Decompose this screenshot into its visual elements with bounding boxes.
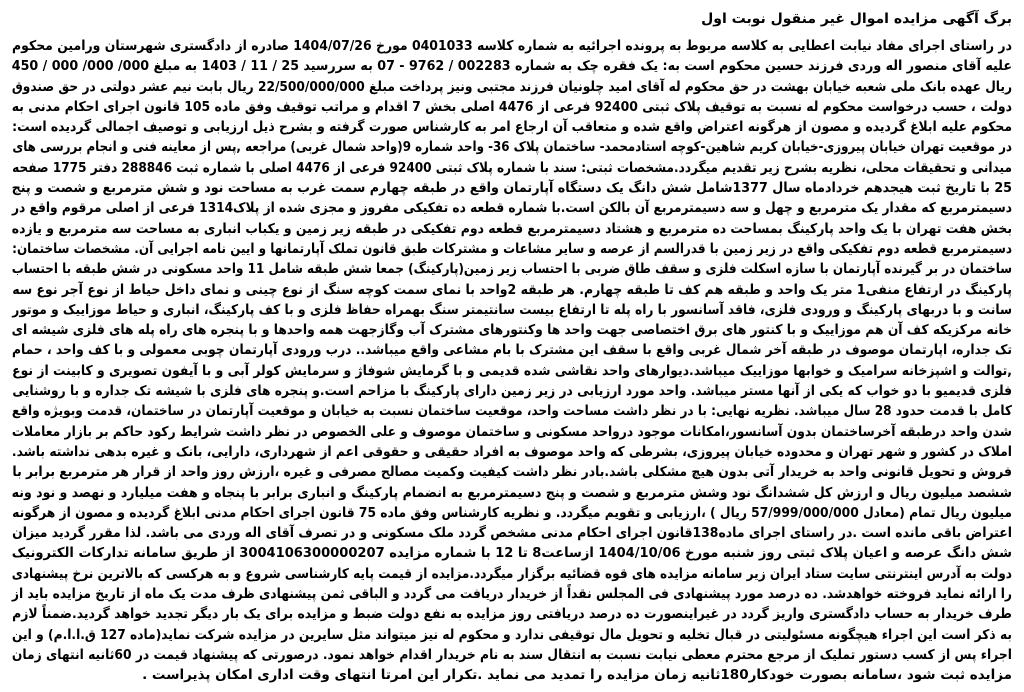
notice-line: مزایده ثبت شود ،سامانه بصورت خودکار180ثانیه زمان مزایده را تمدید می نماید .تکرار این امرتا انتهای وقت اداری امکان پذیراست . <box>142 667 1012 684</box>
notice-line: دسیمترمربع که مقدار یک مترمربع و چهل و سه دسیمترمربع آن بالکن است.با شماره قطعه ده تفکیکی مفروز و مجزی شده از پلاک1314 فرعی از اصلی مرقوم واقع در <box>12 200 1013 217</box>
notice-line: فروش و تحویل قانونی واحد به خریدار آتی بدون هیچ مشکلی باشد.بادر نظر داشت کیفیت وکمیت مصالح مصرفی و غیره ،ارزش روز واحد از قرار هر مترمربع برابر با <box>12 464 1012 481</box>
notice-line: شدن واحد درطبقه آخرساختمان بدون آسانسور،امکانات موجود درواحد مسکونی و ساختمان موصوف و علی الخصوص در نظر داشت شرایط رکود حاکم بر بازار معاملات <box>11 423 1012 440</box>
notice-line: دسیمترمربع قطعه دوم تفکیکی واقع در زیر زمین با قدرالسم از عرصه و سایر مشاعات و مشترکات طبق قانون تملک آپارتمانها و ایین نامه اجرایی آن. مشخصات ساختمان: <box>12 240 1013 257</box>
notice-line: در موقعیت تهران خیابان پیروزی-خیابان کریم شاهین-کوچه استادمحمد- ساختمان پلاک 36- واحد شماره 9(واحد شمال غربی) مراجعه ,پس از معاینه فنی و انجام بررسی های <box>12 139 1012 156</box>
notice-title: برگ آگهی مزایده اموال غیر منقول نوبت اول <box>701 11 1012 27</box>
notice-line: خانه مرکزیکه کف آن هم موزاییک و با کنتور های برق اختصاصی جهت واحد ها وکنتورهای مشترک آب وگازجهت همه واحدها و با پنجره های راه پله های فلزی شیشه ای <box>11 322 1013 339</box>
notice-line: میدانی و تحقیقات محلی، نظریه بشرح زیر تقدیم میگردد.مشخصات ثبتی: سند با شماره پلاک ثبتی 92400 فرعی از 4476 اصلی با شماره ثبت 288846 دفتر 1775 صفحه <box>12 159 1012 176</box>
notice-line: فلزی قدیمیو با دو خواب که یکی از آنها مستر میباشد. واحد مورد ارزیابی در زیر زمین دارای پارکینگ با مزاحم است.و پنجره های فلزی با شیشه تک جداره و با روشنایی <box>12 383 1012 400</box>
notice-line: میلیون ریال تمام (معادل 57/999/000/000 ریال ) ،ارزیابی و تقویم میگردد. و نظریه کارشناس وفق ماده 75 قانون اجرای احکام مدنی ابلاغ گردیده و مصون از هرگونه <box>12 504 1012 521</box>
notice-body <box>12 36 1012 686</box>
notice-line: کامل با قدمت حدود 28 سال میباشد. نظریه نهایی: با در نظر داشت مساحت واحد، موقعیت ساختمان نسبت به خیابان و موقعیت آپارتمان در ساختمان، قدمت وبویژه واقع <box>11 403 1012 420</box>
notice-line: تک جداره، اپارتمان موصوف در طبقه آخر شمال غربی واقع با سقف این مشترک با بام مشاعی واقع میباشد.. درب ورودی آپارتمان چوبی معمولی و با کف واحد ، حمام <box>12 342 1012 359</box>
notice-line: اجراء پس از کسب دستور تملیک از مرجع محترم معطی نیابت نسبت به انتقال سند به نام خریدار اقدام خواهد نمود. درصورتی که پیشنهاد قیمت در 60ثانیه انتهای زمان <box>11 646 1012 663</box>
notice-line: دولت به آدرس اینترنتی سایت ستاد ایران زیر سامانه مزایده های قوه قضائیه برگزار میگردد.مزایده از قیمت پایه کارشناسی شروع و به هرکسی که بالاترین نرخ پیشنهادی <box>11 565 1013 582</box>
notice-line: بخش هفت تهران با یک واحد پارکینگ بمساحت ده مترمربع و هشتاد دسیمترمربع قطعه دوم تفکیکی در طبقه زیر زمین و یکباب انباری به مساحت سه مترمربع و یازده <box>11 220 1012 237</box>
notice-line: محکوم علیه ابلاغ گردیده و مصون از هرگونه اعتراض واقع شده و متعاقب آن ارجاع امر به کارشناس صورت گرفته و بشرح ذیل ارزیابی و توصیف اجمالی گردیده است: <box>12 119 1012 136</box>
notice-line: سانت و با دربهای پارکینگ و ورودی فلزی، فاقد آسانسور با راه پله تا ارتفاع بیست سانتیمتر سنگ بهمراه حفاظ فلزی و با کف پارکینگ، انباری و حیاط موزاییک و موتور <box>12 301 1013 318</box>
notice-line: ریال عهده بانک ملی شعبه خیابان بهشت در حق محکوم له آقای امید چلونیان فرزند مجتبی ونیز پرداخت مبلغ 22/500/000/000 ریال بابت نیم عشر دولتی در حق صندوق <box>11 78 1013 95</box>
notice-line: پارکینگ در ارتفاع منفی1 متر یک واحد و طبقه هم کف تا طبقه چهارم. هر طبقه 2واحد با نمای سمت کوچه سنگ از نوع چینی و نمای داخل حیاط از نوع آجر نوع سه <box>12 281 1012 298</box>
notice-line: دولت ، حسب درخواست محکوم له نسبت به توقیف پلاک ثبتی 92400 فرعی از 4476 اصلی بخش 7 اقدام و مراتب توقیف وفق ماده 105 قانون اجرای احکام مدنی به <box>11 98 1012 115</box>
notice-line: 25 با تاریخ ثبت هیجدهم خردادماه سال 1377شامل شش دانگ یک دستگاه آپارتمان واقع در طبقه چهارم سمت غرب به مساحت نود و شش مترمربع و شصت و پنج <box>11 180 1012 197</box>
notice-line: شش دانگ عرصه و اعیان پلاک ثبتی روز شنبه مورخ 1404/10/06 ازساعت8 تا 12 با شماره مزایده 3004106300000207 از طریق سامانه تدارکات الکترونیک <box>11 545 1012 562</box>
notice-line: علیه آقای منصور اله وردی فرزند حسین محکوم است به: یک فقره چک به شماره 002283 / 9762 - 07 به سررسید 25 / 11 / 1403 به مبلغ 000/ 000/ 000 / 450 <box>11 58 1012 75</box>
notice-line: را ارائه نماید فروخته خواهدشد. ده درصد مورد پیشنهادی فی المجلس نقداً از خریدار دریافت می گردد و الباقی ثمن پیشنهادی ظرف مدت یک ماه از تاریخ مزایده باید از <box>11 586 1012 603</box>
notice-line: اعتراض باقی مانده است .در راستای اجرای ماده138قانون اجرای احکام مدنی مشخص گردد ملک مسکونی و در تصرف آقای اله وردی می باشد. لذا مقرر گردید میزان <box>12 525 1012 542</box>
notice-line: ساختمان در بر گیرنده آپارتمان با سازه اسکلت فلزی و سقف طاق ضربی با احتساب زیر زمین(پارکینگ) جمعا شش طبقه شامل 11 واحد مسکونی در شش طبقه با احتساب <box>11 261 1012 278</box>
notice-line: طرف خریدار به حساب دادگستری واریز گردد در غیراینصورت ده درصد دریافتی روز مزایده به نفع دولت ضبط و مزایده برای یک بار دیگر تجدید خواهد گردید.ضمناً لازم <box>12 606 1013 623</box>
notice-line: املاک در کشور و شهر تهران و محدوده خیابان پیروزی، بشرطی که واحد موصوف به افراد حقیقی و حقوقی اعم از شهرداری، دارایی، بانک و غیره بدهی نداشته باشد. <box>11 443 1012 460</box>
auction-notice <box>12 6 1012 686</box>
notice-line: در راستای اجرای مفاد نیابت اعطایی به کلاسه مربوط به پرونده اجرائیه به شماره کلاسه 0401033 مورخ 1404/07/26 صادره از دادگستری شهرستان ورامین محکوم <box>12 38 1012 54</box>
notice-line: ,توالت و اشپزخانه سرامیک و خوابها موزاییک میباشد.دیوارهای واحد نقاشی شده قدیمی و با گرمایش شوفاژ و سرمایش کولر آبی و با آیفون تصویری و کابینت از نوع <box>12 362 1012 379</box>
notice-line: ششصد میلیون ریال و ارزش کل ششدانگ نود وشش مترمربع و شصت و پنج دسیمترمربع به انضمام پارکینگ و انباری برابر با پنجاه و هفت میلیارد و نهصد و نود ونه <box>11 484 1012 501</box>
notice-line: به ذکر است این اجراء هیچگونه مسئولیتی در قبال تخلیه و تحویل مال توقیفی ندارد و محکوم له نیز میتواند مثل سایرین در مزایده شرکت نماید(ماده 127 ق.ا.ا.م) و این <box>12 626 1012 643</box>
